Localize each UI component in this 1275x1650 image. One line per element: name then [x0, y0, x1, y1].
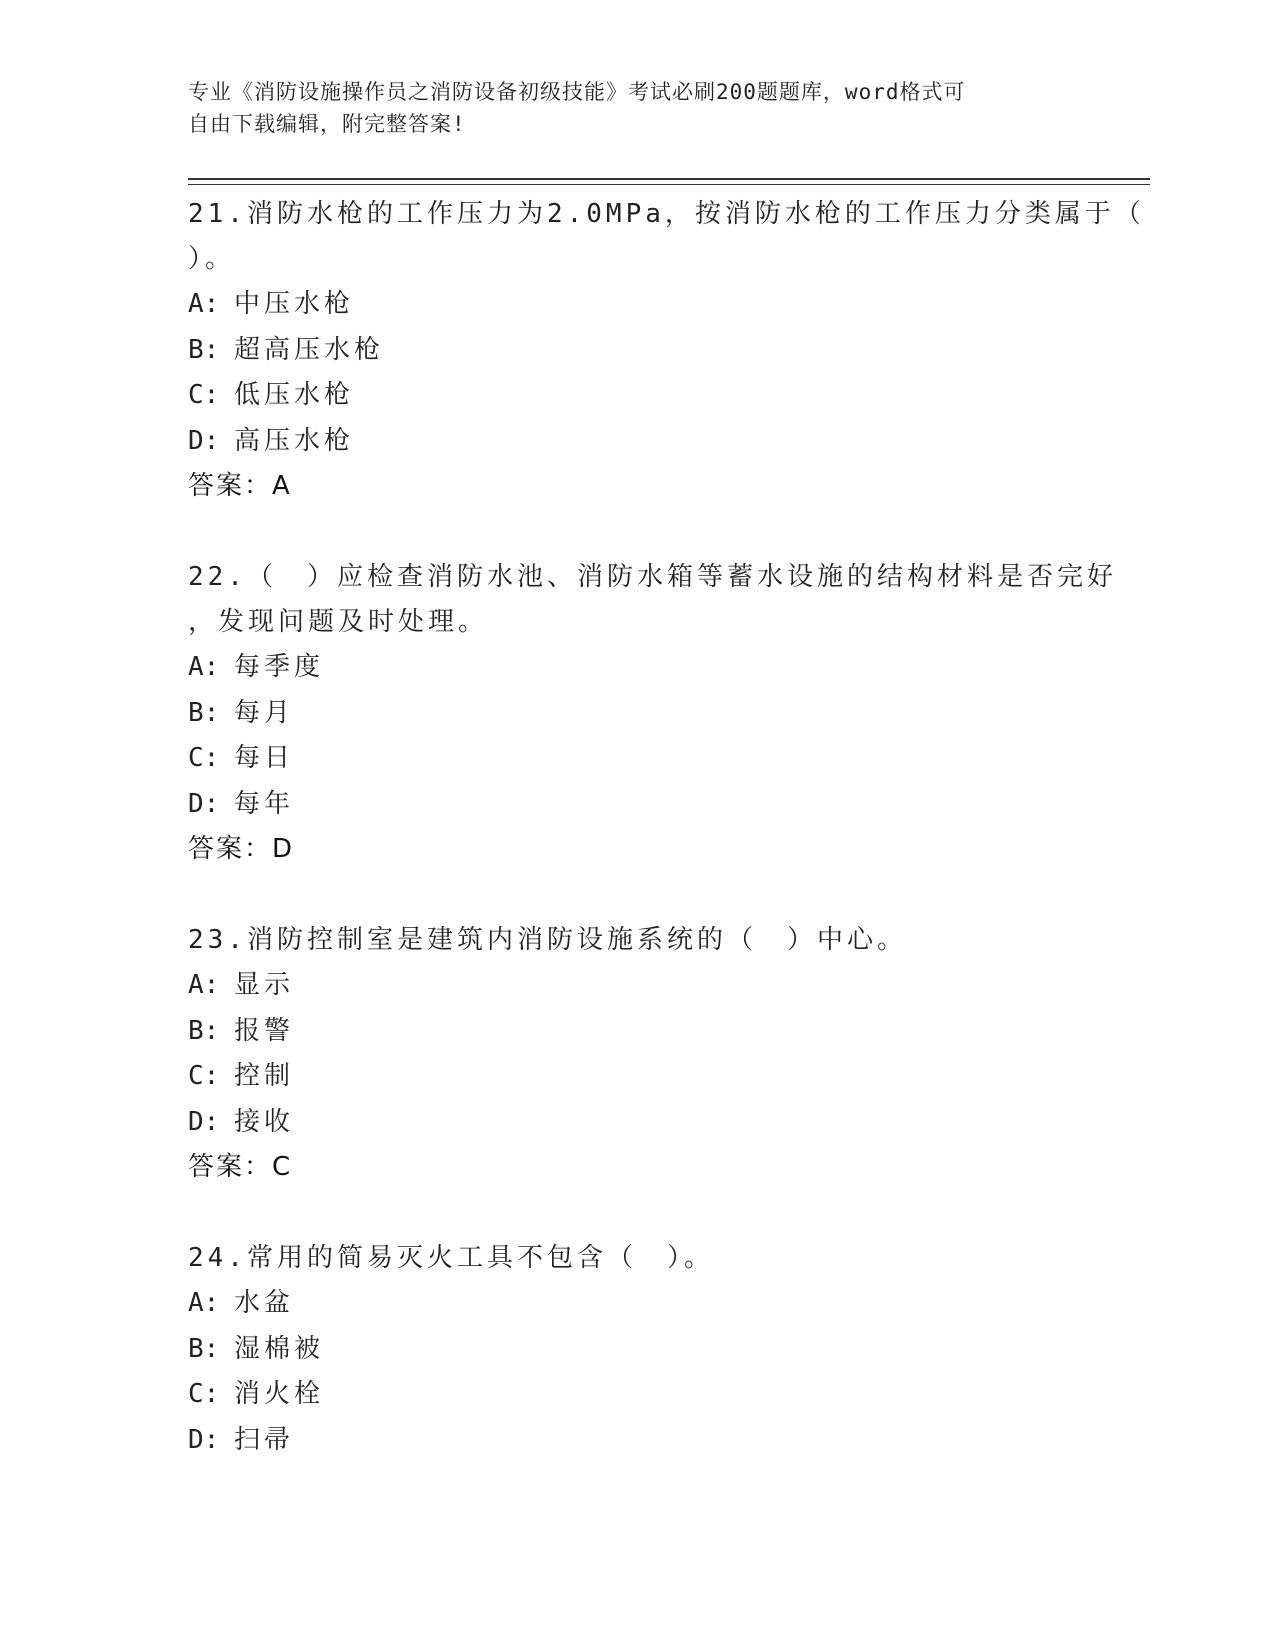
option-letter: A: [188, 970, 220, 1000]
option-d [188, 419, 1088, 465]
option-letter: A: [188, 1288, 220, 1318]
header-line-2: 自由下载编辑，附完整答案! [188, 112, 466, 136]
option-d [188, 1418, 1088, 1464]
option-letter: D: [188, 788, 220, 819]
document-header [188, 76, 1068, 140]
header-divider-thick [188, 178, 1150, 180]
option-c [188, 373, 1088, 419]
option-text: 高压水枪 [234, 425, 355, 456]
option-a [188, 282, 1088, 328]
answer-line: 答案：C [188, 1152, 293, 1182]
option-letter: C: [188, 1379, 220, 1409]
option-text: 每月 [234, 697, 295, 728]
answer-line: 答案：A [188, 471, 292, 501]
option-b [188, 328, 1088, 374]
option-b [188, 1327, 1088, 1373]
option-text: 每日 [234, 743, 295, 773]
question-24 [188, 1236, 1088, 1463]
option-text: 超高压水枪 [234, 334, 385, 365]
question-22 [188, 555, 1117, 872]
option-d [188, 1100, 1088, 1146]
question-stem-continued: ，发现问题及时处理。 [188, 607, 489, 637]
question-stem-continued: ）。 [188, 244, 236, 274]
option-text: 显示 [234, 970, 295, 1000]
answer-line: 答案：D [188, 834, 295, 864]
option-text: 低压水枪 [234, 380, 355, 410]
option-text: 每季度 [234, 652, 325, 682]
option-a [188, 645, 1088, 691]
option-text: 每年 [234, 788, 295, 819]
option-c [188, 1054, 1088, 1100]
option-text: 接收 [234, 1106, 295, 1137]
option-letter: B: [188, 334, 220, 365]
option-text: 水盆 [234, 1288, 295, 1318]
option-text: 控制 [234, 1061, 295, 1091]
option-text: 湿棉被 [234, 1333, 325, 1364]
header-divider-thin [188, 184, 1150, 185]
option-letter: B: [188, 1015, 220, 1046]
option-text: 扫帚 [234, 1424, 295, 1455]
option-c [188, 1372, 1088, 1418]
option-a [188, 1281, 1088, 1327]
question-stem: 21.消防水枪的工作压力为2.0MPa，按消防水枪的工作压力分类属于（ [188, 199, 1145, 229]
option-text: 消火栓 [234, 1379, 325, 1409]
option-c [188, 736, 1088, 782]
option-letter: A: [188, 289, 220, 319]
question-stem: 24.常用的简易灭火工具不包含（ ）。 [188, 1243, 714, 1273]
option-letter: B: [188, 697, 220, 728]
header-line-1: 专业《消防设施操作员之消防设备初级技能》考试必刷200题题库，word格式可 [188, 80, 966, 104]
option-b [188, 691, 1088, 737]
option-d [188, 782, 1088, 828]
option-letter: D: [188, 1424, 220, 1455]
option-text: 中压水枪 [234, 289, 355, 319]
question-list [188, 192, 1145, 1509]
option-letter: C: [188, 1061, 220, 1091]
option-text: 报警 [234, 1015, 295, 1046]
question-21 [188, 192, 1145, 509]
option-letter: A: [188, 652, 220, 682]
option-letter: D: [188, 425, 220, 456]
option-a [188, 963, 1088, 1009]
option-letter: C: [188, 380, 220, 410]
option-letter: C: [188, 743, 220, 773]
question-23 [188, 918, 1088, 1190]
option-letter: D: [188, 1106, 220, 1137]
question-stem: 23.消防控制室是建筑内消防设施系统的（ ）中心。 [188, 925, 907, 955]
option-b [188, 1009, 1088, 1055]
question-stem: 22.（ ）应检查消防水池、消防水箱等蓄水设施的结构材料是否完好 [188, 562, 1117, 592]
option-letter: B: [188, 1333, 220, 1364]
